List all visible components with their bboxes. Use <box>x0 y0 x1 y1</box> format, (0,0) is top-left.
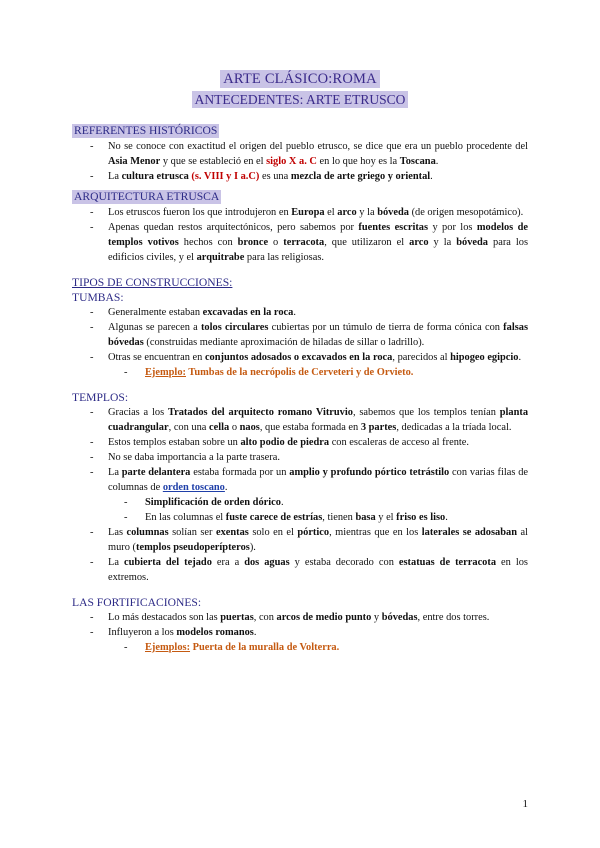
document-body <box>72 124 528 655</box>
list-item: - Los etruscos fueron los que introdujeron en Europa el arco y la bóveda (de origen mesopotámico). <box>72 205 528 220</box>
title-block <box>0 70 600 109</box>
list-item: - Estos templos estaban sobre un alto podio de piedra con escaleras de acceso al frente. <box>72 435 528 450</box>
list-item: - Otras se encuentran en conjuntos adosados o excavados en la roca, parecidos al hipogeo egipcio. <box>72 350 528 365</box>
list-fortificaciones <box>72 610 528 655</box>
list-item: - La parte delantera estaba formada por un amplio y profundo pórtico tetrástilo con varias filas de columnas de orden toscano. <box>72 465 528 495</box>
section-fortificaciones <box>72 595 528 655</box>
section-templos <box>72 390 528 585</box>
list-item-example: - Ejemplo: Tumbas de la necrópolis de Cerveteri y de Orvieto. <box>72 365 528 380</box>
list-item-sub: - En las columnas el fuste carece de estrías, tienen basa y el friso es liso. <box>72 510 528 525</box>
document-subtitle: ANTECEDENTES: ARTE ETRUSCO <box>192 91 409 108</box>
heading-fortificaciones: LAS FORTIFICACIONES: <box>72 596 202 609</box>
page-number: 1 <box>522 798 528 810</box>
heading-tipos: TIPOS DE CONSTRUCCIONES: <box>72 276 233 289</box>
heading-arquitectura: ARQUITECTURA ETRUSCA <box>74 190 220 203</box>
list-referentes <box>72 139 528 184</box>
heading-templos: TEMPLOS: <box>72 391 129 404</box>
section-arquitectura <box>72 190 528 265</box>
list-tumbas <box>72 305 528 380</box>
section-referentes <box>72 124 528 184</box>
list-arquitectura <box>72 205 528 265</box>
list-item-example: - Ejemplos: Puerta de la muralla de Volterra. <box>72 640 528 655</box>
list-item: - Generalmente estaban excavadas en la roca. <box>72 305 528 320</box>
list-item: - Gracias a los Tratados del arquitecto romano Vitruvio, sabemos que los templos tenían planta cuadrangular, con una cella o naos, que estaba formada en 3 partes, dedicadas a la tríada local. <box>72 405 528 435</box>
document-title: ARTE CLÁSICO:ROMA <box>220 70 380 88</box>
list-item: - La cubierta del tejado era a dos aguas y estaba decorado con estatuas de terracota en los extremos. <box>72 555 528 585</box>
list-item: - Algunas se parecen a tolos circulares cubiertas por un túmulo de tierra de forma cónica con falsas bóvedas (construidas mediante aproximación de hiladas de sillar o ladrillo). <box>72 320 528 350</box>
heading-tumbas: TUMBAS: <box>72 291 124 304</box>
list-item: - Apenas quedan restos arquitectónicos, pero sabemos por fuentes escritas y por los modelos de templos votivos hechos con bronce o terracota, que utilizaron el arco y la bóveda para los edificios civiles, y el arquitrabe para las religiosas. <box>72 220 528 265</box>
list-item: - No se conoce con exactitud el origen del pueblo etrusco, se dice que era un pueblo procedente del Asia Menor y que se estableció en el siglo X a. C en lo que hoy es la Toscana. <box>72 139 528 169</box>
list-item: - Las columnas solían ser exentas solo en el pórtico, mientras que en los laterales se adosaban al muro (templos pseudoperípteros). <box>72 525 528 555</box>
list-item-sub: - Simplificación de orden dórico. <box>72 495 528 510</box>
heading-referentes: REFERENTES HISTÓRICOS <box>74 124 218 137</box>
list-item: - No se daba importancia a la parte trasera. <box>72 450 528 465</box>
section-tipos <box>72 275 528 380</box>
list-templos <box>72 405 528 585</box>
list-item: - La cultura etrusca (s. VIII y I a.C) es una mezcla de arte griego y oriental. <box>72 169 528 184</box>
list-item: - Lo más destacados son las puertas, con arcos de medio punto y bóvedas, entre dos torres. <box>72 610 528 625</box>
list-item: - Influyeron a los modelos romanos. <box>72 625 528 640</box>
